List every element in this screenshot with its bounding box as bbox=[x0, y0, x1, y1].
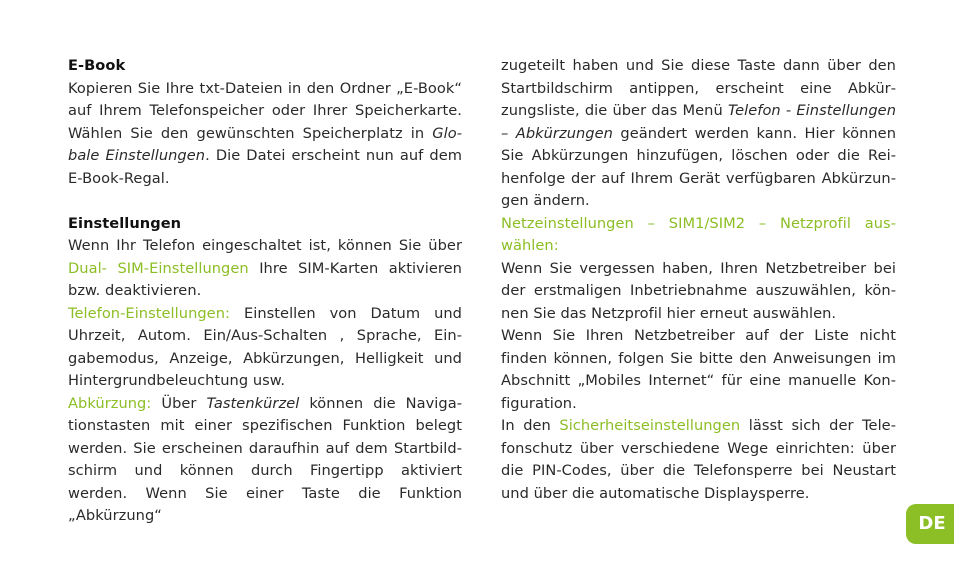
continuation-text-1: zugeteilt haben und Sie diese Taste dann über den Startbildschirm antippen, erscheint eine Abkürzungsliste, die über das Menü bbox=[501, 57, 896, 119]
settings-heading: Einstellungen bbox=[68, 214, 182, 232]
ebook-settings-emphasis: Globale Einstellungen bbox=[68, 124, 462, 164]
ebook-heading: E-Book bbox=[68, 57, 126, 74]
network-paragraph-2: Wenn Sie Ihren Netzbetreiber auf der Liste nicht finden können, folgen Sie bitte den Anweisungen im Abschnitt „Mobiles Internet“ für eine manuelle Konfiguration. bbox=[501, 327, 896, 412]
settings-intro-paragraph bbox=[68, 235, 462, 303]
security-intro-text: In den bbox=[501, 417, 560, 434]
shortcut-text-2: können die Navigationstasten mit einer spezifischen Funktion belegt werden. Sie erscheinen daraufhin auf dem Startbildschirm und können durch Fingertipp aktiviert werden. Wenn Sie einer Taste die Funktion „Abkürzung“ bbox=[68, 394, 462, 524]
security-settings-label: Sicherheitseinstellungen bbox=[559, 417, 741, 434]
network-settings-heading: Netzeinstellungen – SIM1/SIM2 – Netzprofil auswählen: bbox=[501, 214, 896, 254]
phone-settings-text: Einstellen von Datum und Uhrzeit, Autom. Ein/Aus-Schalten , Sprache, Eingabemodus, Anzeige, Abkürzungen, Helligkeit und Hintergrundbeleuchtung usw. bbox=[68, 304, 462, 389]
language-tab-de: DE bbox=[906, 504, 954, 544]
shortcut-label: Abkürzung: bbox=[68, 394, 152, 412]
ebook-paragraph bbox=[68, 78, 462, 191]
menu-path-emphasis: Telefon - Einstellungen – Abkürzungen bbox=[501, 102, 896, 142]
left-column bbox=[68, 55, 462, 528]
dual-sim-label: Dual- SIM-Einstellungen bbox=[68, 259, 249, 277]
right-column bbox=[501, 55, 896, 505]
shortcut-emphasis: Tastenkürzel bbox=[206, 394, 300, 412]
continuation-text-2: geändert werden kann. Hier können Sie Abkürzungen hinzufügen, löschen oder die Reihenfolge der auf Ihrem Gerät verfügbaren Abkürzungen ändern. bbox=[501, 124, 896, 209]
phone-settings-label: Telefon-Einstellungen: bbox=[68, 304, 230, 322]
network-paragraph-1: Wenn Sie vergessen haben, Ihren Netzbetreiber bei der erstmaligen Inbetriebnahme auszuwählen, können Sie das Netzprofil hier erneut auswählen. bbox=[501, 259, 896, 322]
shortcut-paragraph bbox=[68, 393, 462, 528]
shortcut-text-1: Über bbox=[151, 394, 207, 412]
security-paragraph bbox=[501, 415, 896, 505]
security-text: lässt sich der Telefonschutz über verschiedene Wege einrichten: über die PIN-Codes, über die Telefonsperre bei Neustart und über die automatische Displaysperre. bbox=[501, 417, 896, 502]
ebook-text: Kopieren Sie Ihre txt-Dateien in den Ordner „E-Book“ auf Ihrem Telefonspeicher oder Ihrer Speicherkarte. Wählen Sie den gewünschten Speicherplatz in bbox=[68, 79, 462, 142]
spacer bbox=[68, 190, 462, 213]
continuation-paragraph bbox=[501, 55, 896, 213]
dual-sim-text: Ihre SIM-Karten aktivieren bzw. deaktivieren. bbox=[68, 259, 462, 299]
ebook-text-end: . Die Datei erscheint nun auf dem E-Book-Regal. bbox=[68, 147, 462, 187]
settings-intro-text: Wenn Ihr Telefon eingeschaltet ist, können Sie über bbox=[68, 237, 462, 254]
phone-settings-paragraph bbox=[68, 303, 462, 393]
